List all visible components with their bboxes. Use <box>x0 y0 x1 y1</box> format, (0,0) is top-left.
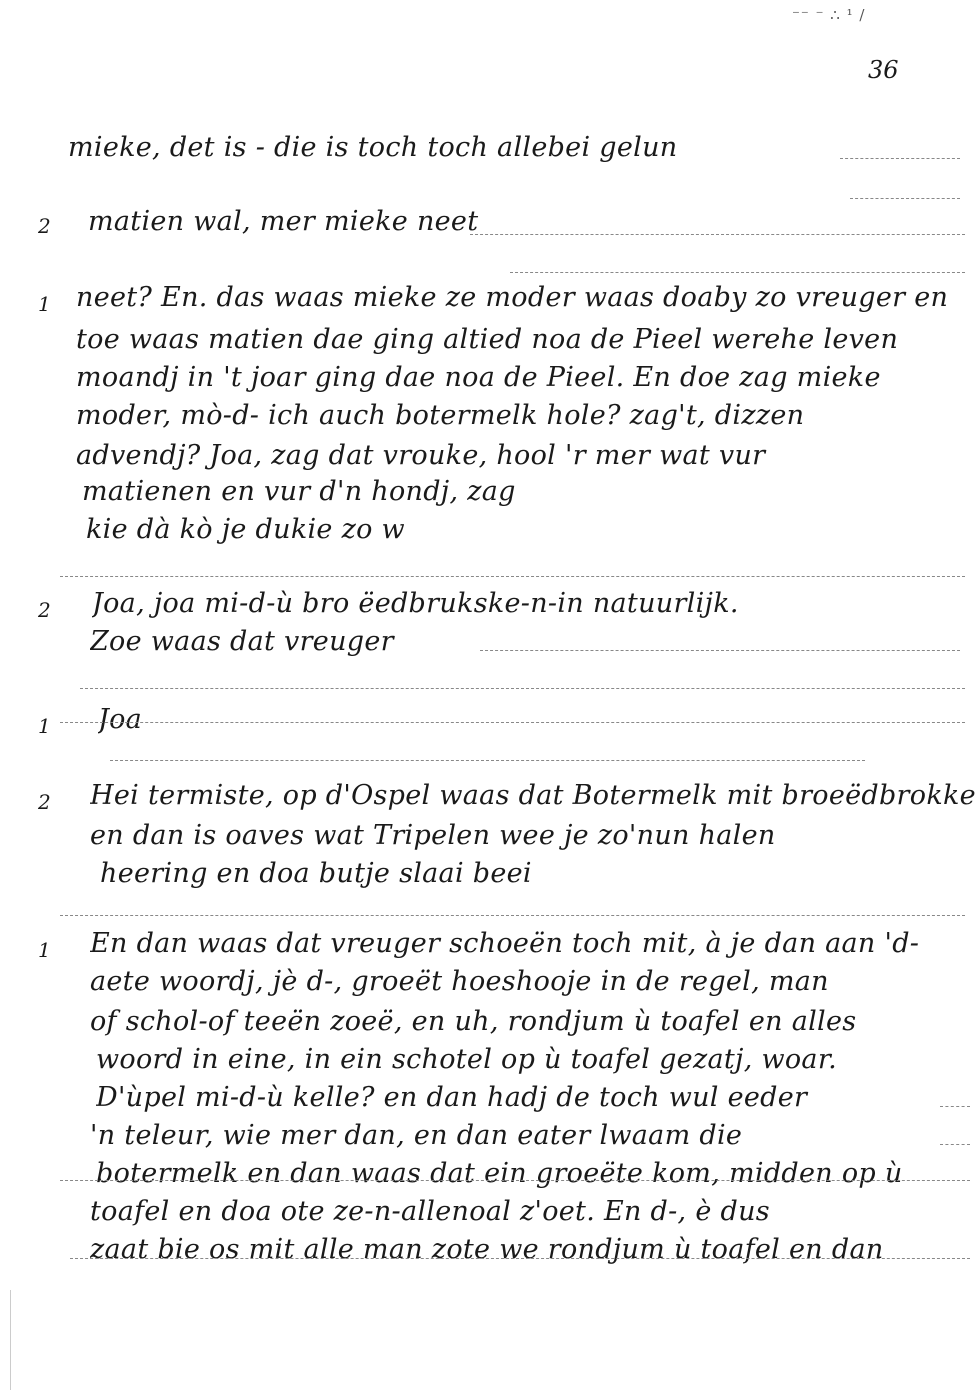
speaker-number: 1 <box>38 714 51 738</box>
guide-line <box>80 688 965 689</box>
speaker-number: 1 <box>38 938 51 962</box>
transcript-line: toe waas matien dae ging altied noa de Pieel werehe leven <box>76 324 899 355</box>
speaker-number: 1 <box>38 292 51 316</box>
transcript-line: Joa <box>98 704 143 735</box>
guide-line <box>60 1180 970 1181</box>
transcript-line: aete woordj, jè d-, groeët hoeshooje in de regel, man <box>90 966 829 997</box>
transcript-line: en dan is oaves wat Tripelen wee je zo'nun halen <box>90 820 776 851</box>
transcript-line: woord in eine, in ein schotel op ù toafel gezatj, woar. <box>96 1044 837 1075</box>
guide-line <box>70 1258 970 1259</box>
transcript-line: D'ùpel mi-d-ù kelle? en dan hadj de toch wul eeder <box>96 1082 808 1113</box>
transcript-line: Zoe waas dat vreuger <box>90 626 394 657</box>
transcript-line: matienen en vur d'n hondj, zag <box>82 476 516 507</box>
transcript-line: mieke, det is - die is toch toch allebei gelun <box>68 132 678 163</box>
guide-line <box>470 234 965 235</box>
guide-line <box>940 1144 970 1145</box>
transcript-line: botermelk en dan waas dat ein groeëte kom, midden op ù <box>96 1158 903 1189</box>
speaker-number: 2 <box>38 214 51 238</box>
transcript-line: zaat bie os mit alle man zote we rondjum ù toafel en dan <box>90 1234 884 1265</box>
transcript-line: matien wal, mer mieke neet <box>88 206 479 237</box>
transcript-line: 'n teleur, wie mer dan, en dan eater lwaam die <box>90 1120 743 1151</box>
scan-mark: ⁻⁻ ⁻ ∴ ¹ / <box>792 6 866 24</box>
transcript-line: heering en doa butje slaai beei <box>100 858 532 889</box>
transcript-line: toafel en doa ote ze-n-allenoal z'oet. En d-, è dus <box>90 1196 770 1227</box>
transcript-line: moandj in 't joar ging dae noa de Pieel. En doe zag mieke <box>76 362 881 393</box>
transcript-line: kie dà kò je dukie zo w <box>86 514 405 545</box>
guide-line <box>110 760 865 761</box>
guide-line <box>510 272 965 273</box>
transcript-line: moder, mò-d- ich auch botermelk hole? zag't, dizzen <box>76 400 805 431</box>
guide-line <box>480 650 960 651</box>
guide-line <box>840 158 960 159</box>
guide-line <box>60 576 965 577</box>
guide-line <box>60 722 965 723</box>
guide-line <box>940 1106 970 1107</box>
transcript-line: Joa, joa mi-d-ù bro ëedbrukske-n-in natuurlijk. <box>92 588 739 619</box>
page-number: 36 <box>868 56 899 84</box>
guide-line <box>850 198 960 199</box>
transcript-line: neet? En. das waas mieke ze moder waas doaby zo vreuger en <box>76 282 949 313</box>
speaker-number: 2 <box>38 790 51 814</box>
transcript-line: of schol-of teeën zoeë, en uh, rondjum ù toafel en alles <box>90 1006 857 1037</box>
transcript-line: advendj? Joa, zag dat vrouke, hool 'r mer wat vur <box>76 440 766 471</box>
transcript-line: En dan waas dat vreuger schoeën toch mit, à je dan aan 'd- <box>90 928 920 959</box>
speaker-number: 2 <box>38 598 51 622</box>
transcript-line: Hei termiste, op d'Ospel waas dat Botermelk mit broeëdbrokke <box>90 780 976 811</box>
scan-margin-line <box>10 1290 11 1390</box>
guide-line <box>60 915 965 916</box>
